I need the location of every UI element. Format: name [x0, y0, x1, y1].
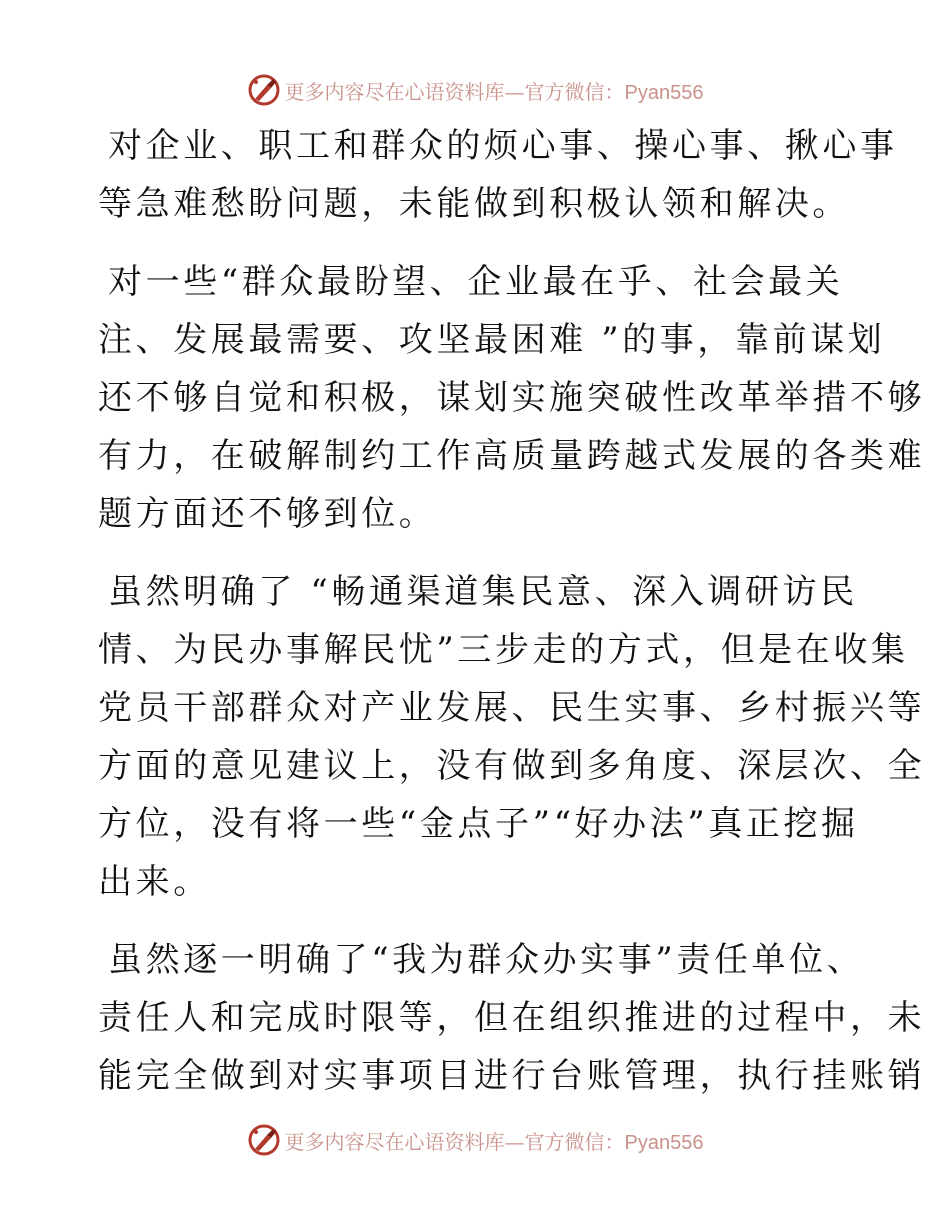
text-line: 方面的意见建议上，没有做到多角度、深层次、全 — [98, 746, 926, 786]
watermark-account: Pyan556 — [624, 81, 704, 104]
document-body — [98, 117, 926, 1125]
watermark-account: Pyan556 — [624, 1131, 704, 1154]
text-line: 虽然逐一明确了“我为群众办实事”责任单位、 — [108, 940, 865, 980]
header-watermark — [0, 70, 950, 110]
circle-pen-logo-icon — [247, 73, 281, 107]
watermark-text — [285, 1126, 704, 1155]
text-line: 还不够自觉和积极，谋划实施突破性改革举措不够 — [98, 378, 926, 418]
text-line: 对企业、职工和群众的烦心事、操心事、揪心事 — [108, 126, 898, 166]
text-line: 对一些“群众最盼望、企业最在乎、社会最关 — [108, 262, 844, 302]
text-line: 出来。 — [98, 862, 211, 902]
circle-pen-logo-icon — [247, 1123, 281, 1157]
paragraph-1 — [98, 117, 898, 233]
paragraph-2 — [98, 253, 926, 543]
text-line: 注、发展最需要、攻坚最困难 ”的事，靠前谋划 — [98, 320, 886, 360]
text-line: 党员干部群众对产业发展、民生实事、乡村振兴等 — [98, 688, 926, 728]
watermark-label: 更多内容尽在心语资料库—官方微信： — [284, 79, 625, 104]
footer-watermark — [0, 1120, 950, 1160]
text-line: 题方面还不够到位。 — [98, 494, 437, 534]
text-line: 能完全做到对实事项目进行台账管理，执行挂账销 — [98, 1056, 926, 1096]
text-line: 虽然明确了 “畅通渠道集民意、深入调研访民 — [108, 572, 858, 612]
text-line: 等急难愁盼问题，未能做到积极认领和解决。 — [98, 184, 850, 224]
watermark-label: 更多内容尽在心语资料库—官方微信： — [284, 1129, 625, 1154]
text-line: 责任人和完成时限等，但在组织推进的过程中，未 — [98, 998, 926, 1038]
text-line: 有力，在破解制约工作高质量跨越式发展的各类难 — [98, 436, 926, 476]
watermark-text — [285, 76, 704, 105]
paragraph-3 — [98, 563, 926, 911]
text-line: 情、为民办事解民忧”三步走的方式，但是在收集 — [98, 630, 909, 670]
text-line: 方位，没有将一些“金点子”“好办法”真正挖掘 — [98, 804, 859, 844]
paragraph-4 — [98, 931, 926, 1105]
